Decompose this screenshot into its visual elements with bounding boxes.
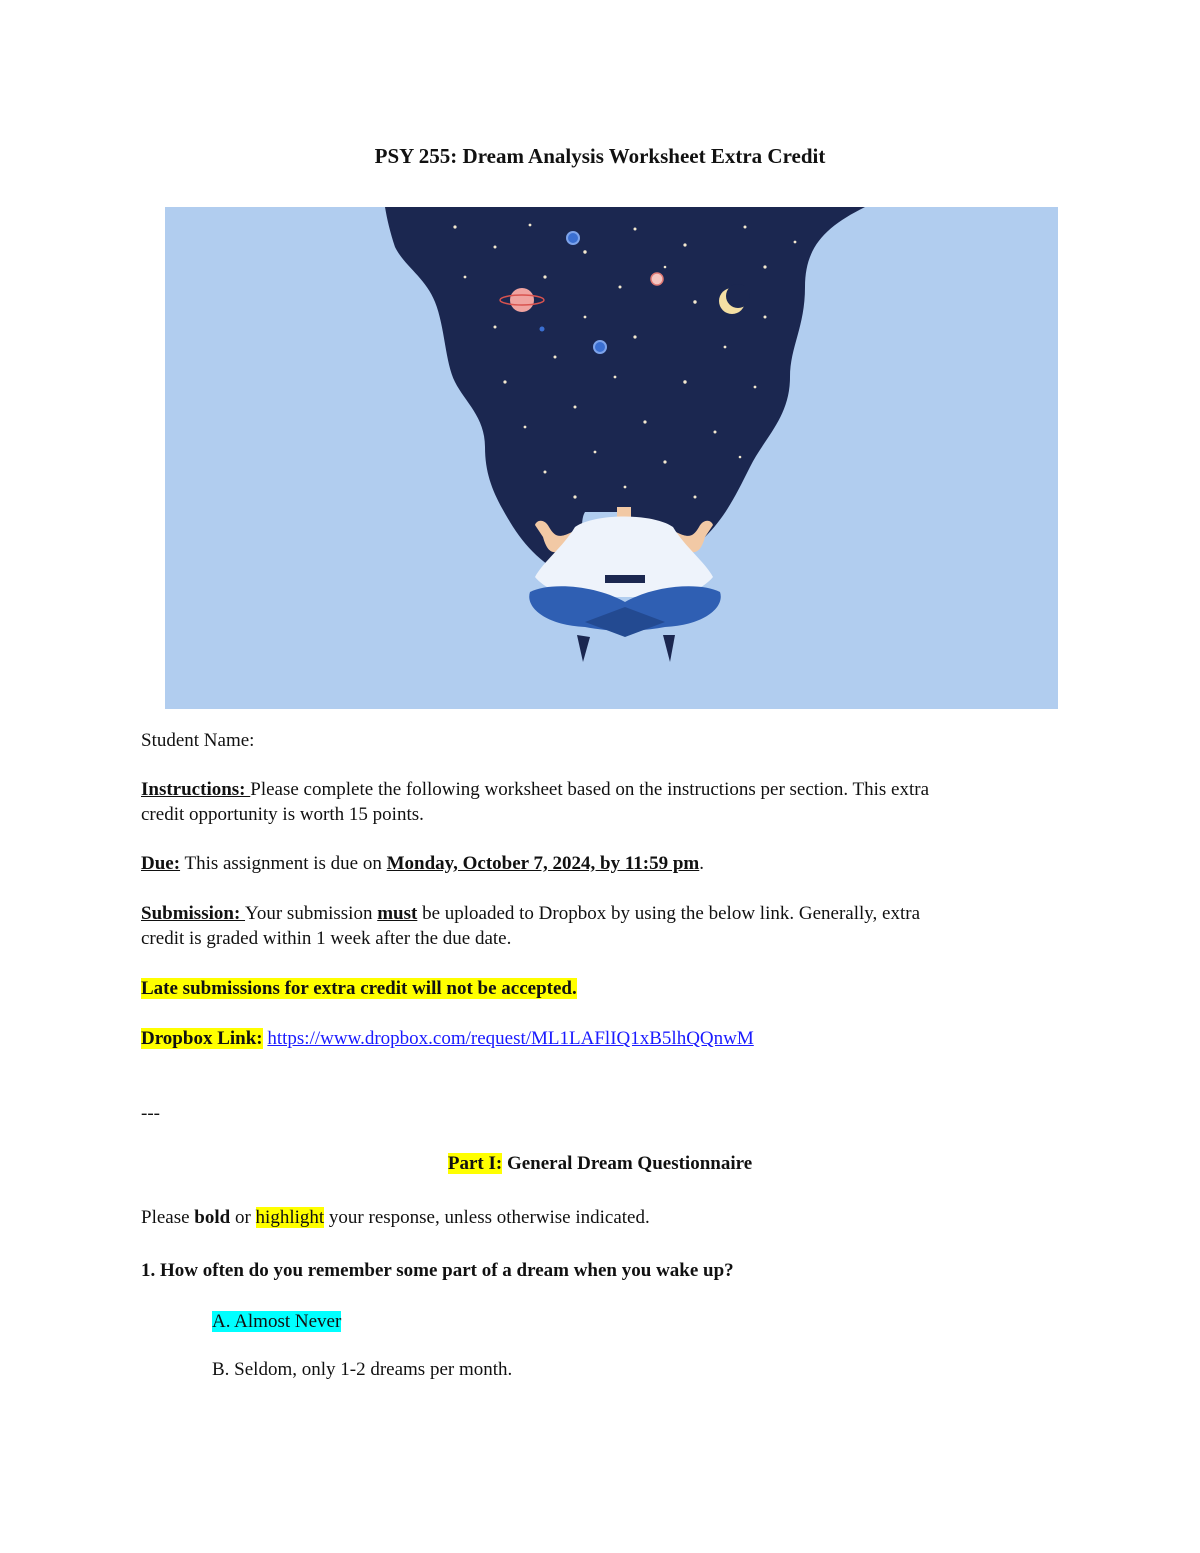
dropbox-paragraph	[141, 1026, 754, 1051]
instructions-text-line1: Please complete the following worksheet based on the instructions per section. This extra	[250, 779, 929, 800]
response-instruction-a: Please	[141, 1207, 195, 1228]
response-instruction-b: or	[230, 1207, 256, 1228]
option-a-text: A. Almost Never	[212, 1311, 342, 1332]
submission-must: must	[377, 903, 418, 924]
dropbox-link[interactable]: https://www.dropbox.com/request/ML1LAFlIQ1xB5lhQQnwM	[267, 1028, 754, 1049]
response-instruction-bold: bold	[194, 1207, 231, 1228]
part1-title: General Dream Questionnaire	[502, 1153, 753, 1174]
response-instruction-highlight: highlight	[255, 1207, 325, 1228]
dropbox-label: Dropbox Link:	[141, 1028, 263, 1049]
instructions-paragraph	[141, 777, 929, 802]
due-text: This assignment is due on	[180, 853, 387, 874]
student-name-label: Student Name:	[141, 730, 255, 751]
submission-text-a: Your submission	[245, 903, 378, 924]
part1-heading	[0, 1151, 1200, 1176]
due-date: Monday, October 7, 2024, by 11:59 pm	[386, 853, 700, 874]
instructions-label: Instructions:	[141, 779, 251, 800]
part1-label: Part I:	[447, 1153, 503, 1174]
question-1: 1. How often do you remember some part of a dream when you wake up?	[141, 1260, 734, 1281]
submission-text-line2: credit is graded within 1 week after the due date.	[141, 928, 512, 949]
instructions-text-line2: credit opportunity is worth 15 points.	[141, 804, 424, 825]
due-label: Due:	[141, 853, 181, 874]
question-1-option-b[interactable]: B. Seldom, only 1-2 dreams per month.	[212, 1359, 513, 1380]
question-1-option-a[interactable]	[212, 1309, 341, 1334]
due-end: .	[699, 853, 704, 874]
document-title: PSY 255: Dream Analysis Worksheet Extra Credit	[374, 144, 826, 168]
separator: ---	[141, 1103, 160, 1124]
late-notice-text: Late submissions for extra credit will not be accepted.	[141, 978, 577, 999]
response-instruction-c: your response, unless otherwise indicated.	[324, 1207, 650, 1228]
response-instruction	[141, 1205, 650, 1230]
late-notice	[141, 976, 577, 1001]
due-paragraph	[141, 851, 704, 876]
meditating-person-starry-night-illustration	[165, 207, 1058, 709]
submission-text-b: be uploaded to Dropbox by using the below link. Generally, extra	[417, 903, 921, 924]
submission-paragraph	[141, 901, 920, 926]
submission-label: Submission:	[141, 903, 246, 924]
